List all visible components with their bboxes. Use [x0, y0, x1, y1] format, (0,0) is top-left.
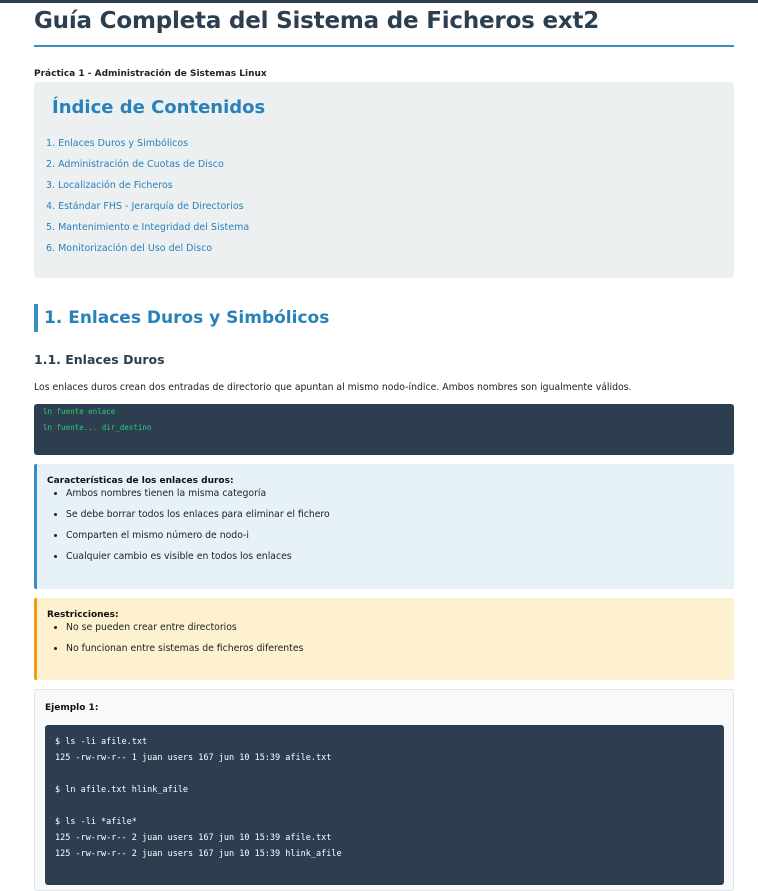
list-item: • Ambos nombres tienen la misma categoría: [66, 488, 724, 509]
code-line: [55, 768, 724, 784]
code-line: $ ls -li afile.txt: [55, 737, 148, 747]
toc-link[interactable]: 3. Localización de Ficheros: [46, 180, 173, 191]
toc-link[interactable]: 6. Monitorización del Uso del Disco: [46, 243, 213, 254]
code-line: 125 -rw-rw-r-- 2 juan users 167 jun 10 15:39 hlink_afile: [55, 849, 342, 859]
code-line: ln fuente enlace: [43, 407, 116, 416]
example-title: Ejemplo 1:: [45, 703, 99, 713]
example-box: [34, 689, 734, 891]
code-line: 125 -rw-rw-r-- 2 juan users 167 jun 10 15:39 afile.txt: [55, 833, 332, 843]
subtitle: Práctica 1 - Administración de Sistemas Linux: [34, 69, 267, 79]
list-item: • No se pueden crear entre directorios: [66, 622, 724, 643]
document: [34, 0, 734, 891]
section-heading: 1. Enlaces Duros y Simbólicos: [34, 304, 734, 332]
example-code-block: [45, 725, 724, 885]
code-line: 125 -rw-rw-r-- 1 juan users 167 jun 10 15:39 afile.txt: [55, 753, 332, 763]
info-box: [34, 464, 734, 589]
toc-link[interactable]: 1. Enlaces Duros y Simbólicos: [46, 138, 189, 149]
toc-link[interactable]: 4. Estándar FHS - Jerarquía de Directorios: [46, 201, 244, 212]
toc-heading: Índice de Contenidos: [52, 97, 266, 118]
code-line: $ ln afile.txt hlink_afile: [55, 785, 189, 795]
code-line: [55, 800, 724, 816]
code-block: [34, 404, 734, 455]
table-of-contents: [34, 82, 734, 278]
info-list: [47, 488, 724, 572]
list-item: • Comparten el mismo número de nodo-i: [66, 530, 724, 551]
info-box-title: Características de los enlaces duros:: [47, 476, 234, 486]
warning-box: [34, 598, 734, 680]
toc-list: [46, 138, 249, 264]
paragraph: Los enlaces duros crean dos entradas de directorio que apuntan al mismo nodo-índice. Ambos nombres son igualmente válidos.: [34, 382, 632, 393]
warning-box-title: Restricciones:: [47, 610, 119, 620]
subsection-heading: 1.1. Enlaces Duros: [34, 352, 165, 367]
code-line: ln fuente... dir_destino: [43, 423, 152, 432]
toc-link[interactable]: 5. Mantenimiento e Integridad del Sistema: [46, 222, 250, 233]
code-line: $ ls -li *afile*: [55, 817, 137, 827]
list-item: • Cualquier cambio es visible en todos los enlaces: [66, 551, 724, 572]
list-item: • No funcionan entre sistemas de ficheros diferentes: [66, 643, 724, 664]
toc-link[interactable]: 2. Administración de Cuotas de Disco: [46, 159, 224, 170]
list-item: • Se debe borrar todos los enlaces para eliminar el fichero: [66, 509, 724, 530]
page-title: Guía Completa del Sistema de Ficheros ext2: [34, 0, 734, 47]
warning-list: [47, 622, 724, 664]
